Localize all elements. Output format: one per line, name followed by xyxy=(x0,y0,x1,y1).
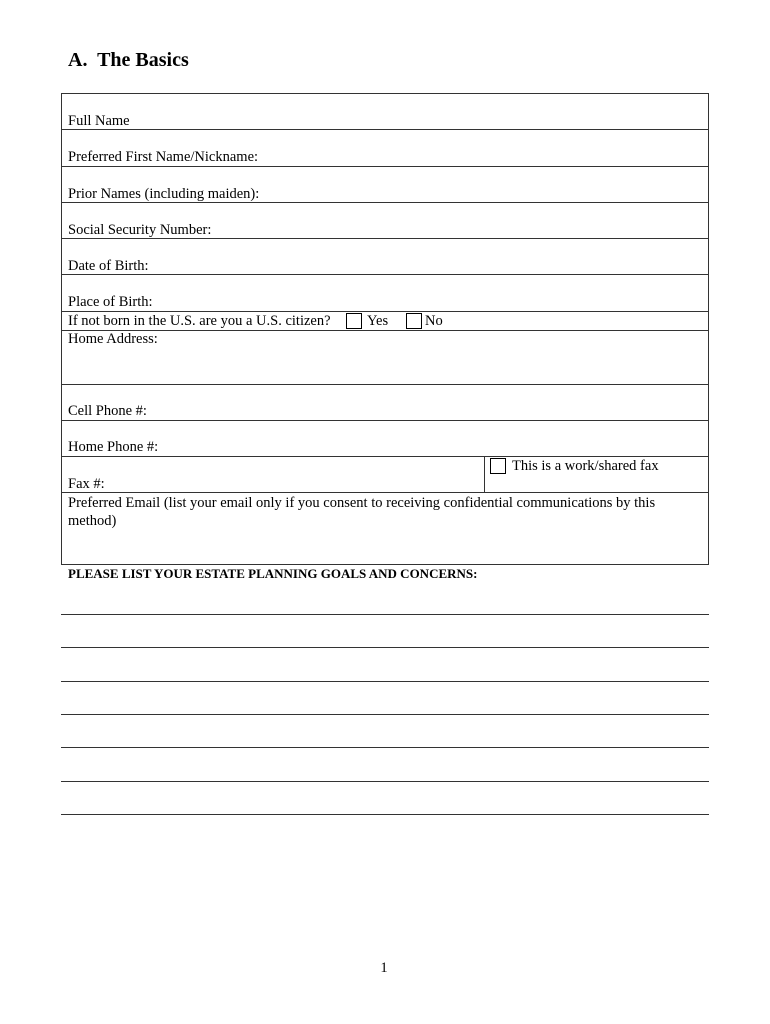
row-divider xyxy=(61,166,709,167)
fax-shared-label: This is a work/shared fax xyxy=(512,458,659,474)
home-address-field[interactable] xyxy=(160,333,704,382)
goals-line-field[interactable] xyxy=(61,618,709,648)
goals-line-field[interactable] xyxy=(61,685,709,715)
home-phone-label: Home Phone #: xyxy=(68,439,159,455)
row-divider xyxy=(61,456,709,457)
ssn-label: Social Security Number: xyxy=(68,222,212,238)
goals-line-field[interactable] xyxy=(61,752,709,782)
place-of-birth-label: Place of Birth: xyxy=(68,294,153,310)
full-name-label: Full Name xyxy=(68,113,130,129)
prior-names-label: Prior Names (including maiden): xyxy=(68,186,260,202)
cell-phone-field[interactable] xyxy=(157,387,704,418)
email-field[interactable] xyxy=(64,531,706,563)
row-divider xyxy=(61,492,709,493)
row-divider xyxy=(61,330,709,331)
prior-names-field[interactable] xyxy=(274,169,704,200)
goals-heading: PLEASE LIST YOUR ESTATE PLANNING GOALS AND CONCERNS: xyxy=(68,566,478,581)
fax-label: Fax #: xyxy=(68,476,105,492)
row-divider xyxy=(61,238,709,239)
home-address-label: Home Address: xyxy=(68,331,158,347)
full-name-field[interactable] xyxy=(136,96,704,127)
fax-field[interactable] xyxy=(112,459,480,490)
citizen-yes-checkbox[interactable] xyxy=(346,313,362,329)
goals-line-field[interactable] xyxy=(61,718,709,748)
cell-phone-label: Cell Phone #: xyxy=(68,403,147,419)
section-title: A. The Basics xyxy=(68,49,189,71)
home-phone-field[interactable] xyxy=(168,423,704,454)
page-number: 1 xyxy=(380,960,388,976)
goals-line-field[interactable] xyxy=(61,652,709,682)
row-divider xyxy=(61,384,709,385)
citizen-no-label: No xyxy=(425,313,443,329)
preferred-name-field[interactable] xyxy=(272,132,704,164)
row-divider xyxy=(61,129,709,130)
ssn-field[interactable] xyxy=(224,205,704,236)
row-divider xyxy=(61,202,709,203)
preferred-name-label: Preferred First Name/Nickname: xyxy=(68,149,259,165)
goals-line-field[interactable] xyxy=(61,785,709,815)
row-divider xyxy=(61,274,709,275)
row-divider xyxy=(61,311,709,312)
citizen-no-checkbox[interactable] xyxy=(406,313,422,329)
place-of-birth-field[interactable] xyxy=(163,277,704,309)
row-divider xyxy=(61,420,709,421)
date-of-birth-field[interactable] xyxy=(158,241,704,272)
fax-shared-checkbox[interactable] xyxy=(490,458,506,474)
date-of-birth-label: Date of Birth: xyxy=(68,258,149,274)
citizen-yes-label: Yes xyxy=(367,313,389,329)
goals-line-field[interactable] xyxy=(61,585,709,615)
email-label: Preferred Email (list your email only if you consent to receiving confidential communications by this method) xyxy=(68,495,656,529)
citizenship-question: If not born in the U.S. are you a U.S. citizen? xyxy=(68,313,331,329)
column-divider xyxy=(484,456,485,492)
